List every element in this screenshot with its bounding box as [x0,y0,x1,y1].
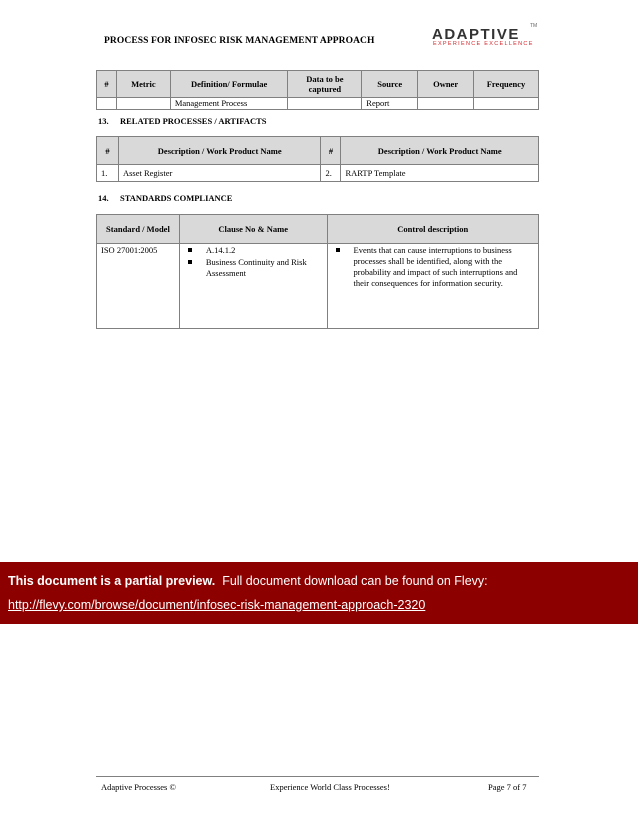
table-row [97,165,539,182]
column-header: # [97,137,119,165]
section-title: RELATED PROCESSES / ARTIFACTS [120,116,267,126]
standard-cell: ISO 27001:2005 [97,244,180,329]
list-item: A.14.1.2 [184,245,323,256]
table-cell [288,98,362,110]
logo-wordmark: ADAPTIVE [432,26,520,43]
company-logo [432,23,538,48]
preview-banner [0,562,638,624]
table-cell: 1. [97,165,119,182]
list-item: Events that can cause interruptions to business processes shall be identified, along with the probability and impact of such interruptions and their consequences for information security. [332,245,534,289]
column-header: # [97,71,117,98]
table-cell [116,98,170,110]
table-cell [474,98,539,110]
column-header: Source [362,71,418,98]
column-header: Metric [116,71,170,98]
table-cell: Report [362,98,418,110]
table-header-row [97,215,539,244]
table-header-row [97,137,539,165]
list-item: Business Continuity and Risk Assessment [184,257,323,279]
column-header: Frequency [474,71,539,98]
logo-tagline: EXPERIENCE EXCELLENCE [433,41,534,47]
clause-list [184,245,323,279]
related-artifacts-table [96,136,539,182]
banner-text: Full document download can be found on Flevy: [222,574,488,588]
section-heading-related [98,116,267,126]
section-number: 13. [98,116,109,126]
table-cell [418,98,474,110]
section-number: 14. [98,193,109,203]
footer-divider [96,776,539,777]
table-cell: Management Process [170,98,288,110]
metrics-table [96,70,539,110]
section-title: STANDARDS COMPLIANCE [120,193,233,203]
banner-bold-text: This document is a partial preview. [8,574,216,588]
column-header: Clause No & Name [179,215,327,244]
section-heading-standards [98,193,232,203]
column-header: Control description [327,215,538,244]
footer-left: Adaptive Processes © [101,782,176,792]
logo-trademark: TM [530,23,538,29]
table-header-row [97,71,539,98]
table-row [97,98,539,110]
table-cell: RARTP Template [341,165,539,182]
column-header: Standard / Model [97,215,180,244]
control-cell [327,244,538,329]
column-header: Data to be captured [288,71,362,98]
column-header: Description / Work Product Name [341,137,539,165]
footer-page-number: Page 7 of 7 [488,782,527,792]
column-header: Owner [418,71,474,98]
column-header: Definition/ Formulae [170,71,288,98]
table-cell [97,98,117,110]
standards-compliance-table [96,214,539,329]
control-list [332,245,534,289]
column-header: Description / Work Product Name [118,137,321,165]
clause-cell [179,244,327,329]
banner-message [8,574,488,588]
column-header: # [321,137,341,165]
table-cell: 2. [321,165,341,182]
table-row [97,244,539,329]
table-cell: Asset Register [118,165,321,182]
page-header-title: PROCESS FOR INFOSEC RISK MANAGEMENT APPROACH [104,36,375,46]
footer-center: Experience World Class Processes! [270,782,390,792]
flevy-link[interactable]: http://flevy.com/browse/document/infosec-risk-management-approach-2320 [8,598,426,612]
